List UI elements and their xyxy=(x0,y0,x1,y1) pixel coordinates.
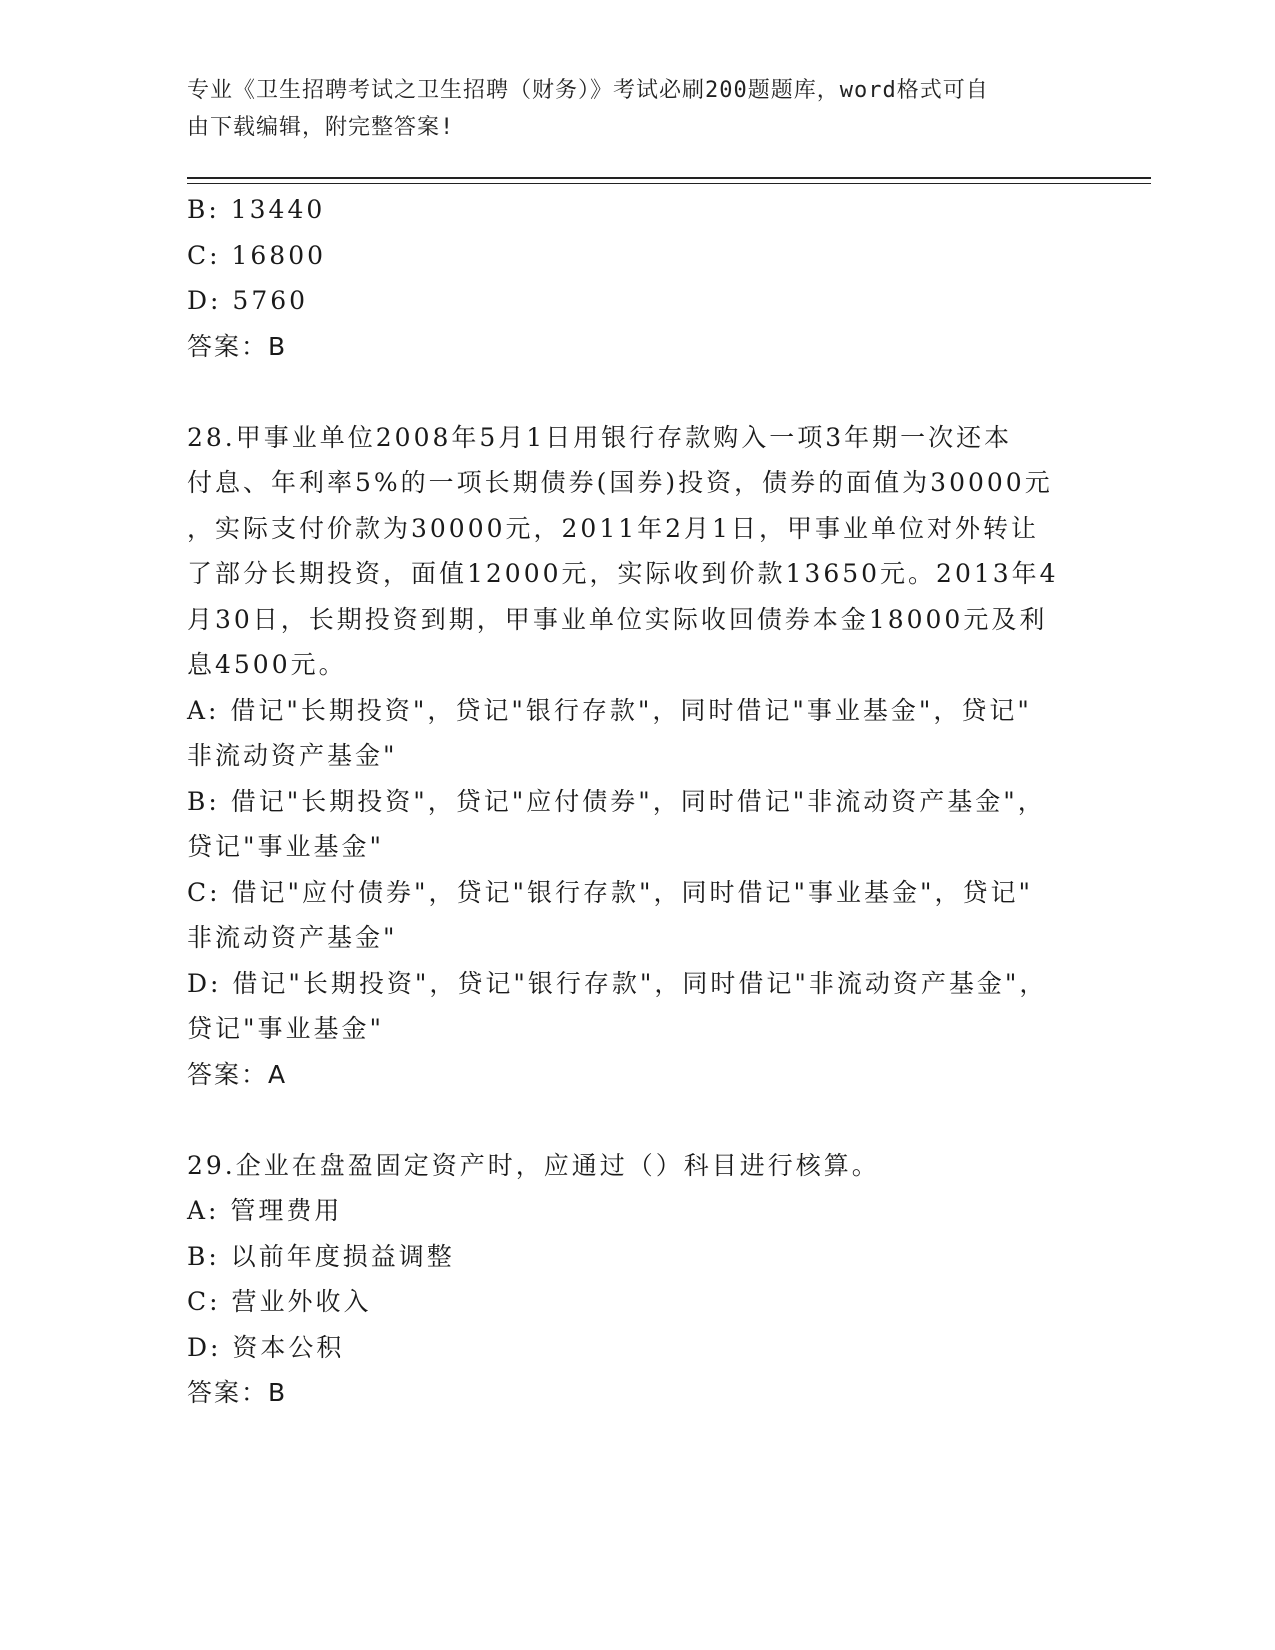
q28-stem-line: 月30日，长期投资到期，甲事业单位实际收回债券本金18000元及利 xyxy=(187,604,1048,634)
q29-option-a: A: 管理费用 xyxy=(187,1196,343,1225)
q28-option-b-line: 贷记"事业基金" xyxy=(187,832,384,861)
q28-option-d-line: D: 借记"长期投资"，贷记"银行存款"，同时借记"非流动资产基金"， xyxy=(187,968,1048,998)
question-29 xyxy=(187,1143,1077,1416)
q28-stem-line: 付息、年利率5%的一项长期债券(国券)投资，债券的面值为30000元 xyxy=(187,468,1053,497)
q28-option-a-line: A: 借记"长期投资"，贷记"银行存款"，同时借记"事业基金"，贷记" xyxy=(187,695,1032,725)
header-line-1: 专业《卫生招聘考试之卫生招聘（财务）》考试必刷200题题库，word格式可自 xyxy=(187,78,989,103)
document-body xyxy=(187,187,1077,1416)
q29-option-c: C: 营业外收入 xyxy=(187,1287,372,1316)
q28-stem-line: 28.甲事业单位2008年5月1日用银行存款购入一项3年期一次还本 xyxy=(187,422,1013,452)
q28-stem-line: ，实际支付价款为30000元，2011年2月1日，甲事业单位对外转让 xyxy=(187,513,1039,543)
q28-option-a-line: 非流动资产基金" xyxy=(187,741,398,770)
spacer xyxy=(187,369,1077,415)
q28-stem-line: 息4500元。 xyxy=(187,650,347,679)
header-divider-thin xyxy=(187,183,1151,184)
q28-option-b-line: B: 借记"长期投资"，贷记"应付债券"，同时借记"非流动资产基金"， xyxy=(187,786,1046,816)
document-header xyxy=(187,72,1067,146)
header-line-2: 由下载编辑，附完整答案! xyxy=(187,115,455,140)
q28-option-d-line: 贷记"事业基金" xyxy=(187,1014,384,1043)
q27-answer: 答案：B xyxy=(187,331,288,361)
q29-option-b: B: 以前年度损益调整 xyxy=(187,1241,455,1271)
question-28 xyxy=(187,415,1077,1098)
q27-option-b: B: 13440 xyxy=(187,195,326,224)
q28-option-c-line: C: 借记"应付债券"，贷记"银行存款"，同时借记"事业基金"，贷记" xyxy=(187,877,1033,907)
q28-answer: 答案：A xyxy=(187,1059,288,1089)
q29-answer: 答案：B xyxy=(187,1378,288,1407)
q29-option-d: D: 资本公积 xyxy=(187,1332,345,1362)
q28-option-c-line: 非流动资产基金" xyxy=(187,923,398,952)
q29-stem: 29.企业在盘盈固定资产时，应通过（）科目进行核算。 xyxy=(187,1150,880,1180)
header-divider-thick xyxy=(187,177,1151,179)
spacer xyxy=(187,1097,1077,1143)
q28-stem-line: 了部分长期投资，面值12000元，实际收到价款13650元。2013年4 xyxy=(187,559,1059,588)
q27-option-d: D: 5760 xyxy=(187,286,309,315)
question-27 xyxy=(187,187,1077,369)
q27-option-c: C: 16800 xyxy=(187,240,327,270)
